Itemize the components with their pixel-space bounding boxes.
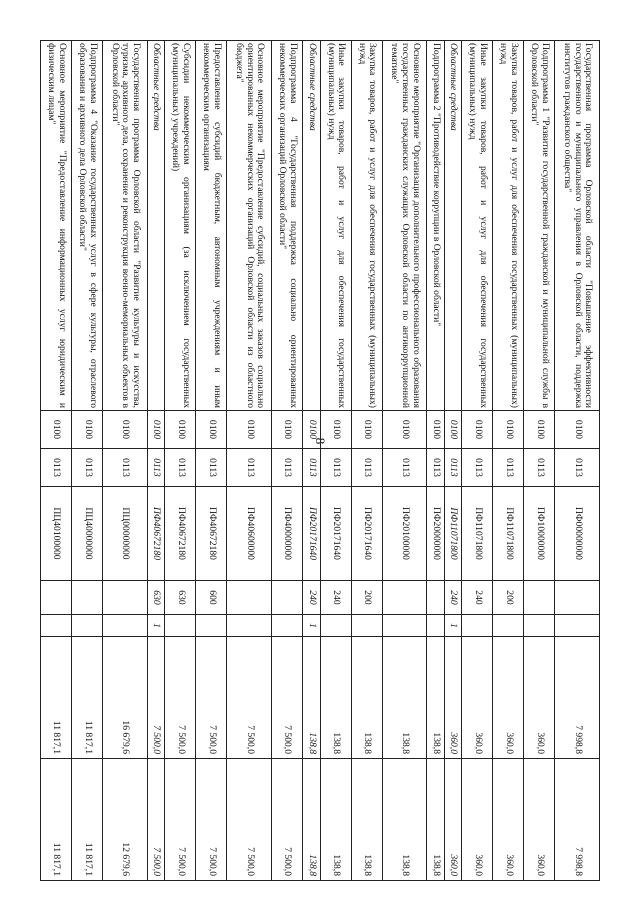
expense-type-cell: 600 xyxy=(196,581,227,615)
section-code-cell: 0100 xyxy=(103,411,148,449)
subsection-code-cell: 0113 xyxy=(320,449,351,487)
row-name-cell: Областные средства xyxy=(147,41,164,411)
row-name-cell: Закупка товаров, работ и услуг для обеспечения государственных (муниципальных) нужд xyxy=(351,41,382,411)
row-name-cell: Государственная программа Орловской области "Повышение эффективности государственного и муниципального управления в Орловской области, поддержка институтов гражданского общества" xyxy=(555,41,600,411)
row-name-cell: Основное мероприятие "Предоставление информационных услуг юридическим и физическим лицам" xyxy=(41,41,72,411)
funding-source-cell xyxy=(382,615,427,637)
amount-year1-cell: 138,8 xyxy=(351,637,382,759)
expense-type-cell: 200 xyxy=(493,581,524,615)
amount-year1-cell: 360,0 xyxy=(493,637,524,759)
amount-year2-cell: 7 500,0 xyxy=(165,759,196,881)
funding-source-cell xyxy=(72,615,103,637)
table-row xyxy=(196,41,227,881)
amount-year1-cell: 138,8 xyxy=(320,637,351,759)
amount-year1-cell: 7 998,8 xyxy=(555,637,600,759)
funding-source-cell xyxy=(196,615,227,637)
amount-year2-cell: 360,0 xyxy=(444,759,461,881)
target-article-cell: ПФ20100000 xyxy=(382,487,427,581)
amount-year1-cell: 11 817,1 xyxy=(72,637,103,759)
expense-type-cell xyxy=(272,581,303,615)
funding-source-cell: 1 xyxy=(444,615,461,637)
table-row xyxy=(462,41,493,881)
table-row xyxy=(41,41,72,881)
amount-year2-cell: 7 500,0 xyxy=(196,759,227,881)
budget-table xyxy=(40,40,600,881)
target-article-cell: ПФ40672180 xyxy=(165,487,196,581)
funding-source-cell xyxy=(462,615,493,637)
amount-year1-cell: 360,0 xyxy=(444,637,461,759)
subsection-code-cell: 0113 xyxy=(41,449,72,487)
amount-year2-cell: 7 500,0 xyxy=(227,759,272,881)
amount-year1-cell: 138,8 xyxy=(382,637,427,759)
amount-year2-cell: 138,8 xyxy=(351,759,382,881)
subsection-code-cell: 0113 xyxy=(462,449,493,487)
expense-type-cell xyxy=(103,581,148,615)
funding-source-cell xyxy=(351,615,382,637)
target-article-cell: ПФ40672180 xyxy=(147,487,164,581)
row-name-cell: Подпрограмма 1 "Развитие государственной гражданской и муниципальной службы в Орловской области" xyxy=(524,41,555,411)
amount-year2-cell: 138,8 xyxy=(382,759,427,881)
target-article-cell: ПФ11071800 xyxy=(493,487,524,581)
amount-year2-cell: 7 500,0 xyxy=(272,759,303,881)
page-number: 8 xyxy=(313,437,328,445)
row-name-cell: Областные средства xyxy=(303,41,320,411)
table-row xyxy=(165,41,196,881)
amount-year1-cell: 138,8 xyxy=(427,637,444,759)
funding-source-cell xyxy=(103,615,148,637)
subsection-code-cell: 0113 xyxy=(444,449,461,487)
amount-year1-cell: 360,0 xyxy=(462,637,493,759)
subsection-code-cell: 0113 xyxy=(303,449,320,487)
subsection-code-cell: 0113 xyxy=(227,449,272,487)
amount-year2-cell: 360,0 xyxy=(493,759,524,881)
target-article-cell: ПФ11071800 xyxy=(444,487,461,581)
amount-year1-cell: 7 500,0 xyxy=(165,637,196,759)
row-name-cell: Закупка товаров, работ и услуг для обеспечения государственных (муниципальных) нужд xyxy=(493,41,524,411)
subsection-code-cell: 0113 xyxy=(272,449,303,487)
table-row xyxy=(72,41,103,881)
expense-type-cell xyxy=(72,581,103,615)
target-article-cell: ПЦ40000000 xyxy=(72,487,103,581)
expense-type-cell: 240 xyxy=(303,581,320,615)
table-row xyxy=(444,41,461,881)
expense-type-cell: 630 xyxy=(147,581,164,615)
target-article-cell: ПФ11071800 xyxy=(462,487,493,581)
funding-source-cell xyxy=(227,615,272,637)
amount-year2-cell: 12 679,6 xyxy=(103,759,148,881)
row-name-cell: Основное мероприятие "Предоставление субсидий, социальных заказов социально ориентированных некоммерческих организаций Орловской области из областного бюджета" xyxy=(227,41,272,411)
expense-type-cell: 200 xyxy=(351,581,382,615)
row-name-cell: Подпрограмма 2 "Противодействие коррупции в Орловской области" xyxy=(427,41,444,411)
amount-year2-cell: 138,8 xyxy=(427,759,444,881)
row-name-cell: Подпрограмма 4 "Оказание государственных услуг в сфере культуры, отраслевого образования и архивного дела Орловской области" xyxy=(72,41,103,411)
funding-source-cell xyxy=(524,615,555,637)
amount-year1-cell: 11 817,1 xyxy=(41,637,72,759)
funding-source-cell xyxy=(555,615,600,637)
funding-source-cell xyxy=(493,615,524,637)
subsection-code-cell: 0113 xyxy=(165,449,196,487)
table-row xyxy=(382,41,427,881)
amount-year2-cell: 138,8 xyxy=(303,759,320,881)
expense-type-cell: 630 xyxy=(165,581,196,615)
section-code-cell: 0100 xyxy=(196,411,227,449)
row-name-cell: Предоставление субсидий бюджетным, автономным учреждениям и иным некоммерческим организациям xyxy=(196,41,227,411)
table-row xyxy=(524,41,555,881)
expense-type-cell xyxy=(524,581,555,615)
subsection-code-cell: 0113 xyxy=(103,449,148,487)
section-code-cell: 0100 xyxy=(72,411,103,449)
subsection-code-cell: 0113 xyxy=(382,449,427,487)
amount-year1-cell: 138,8 xyxy=(303,637,320,759)
section-code-cell: 0100 xyxy=(555,411,600,449)
row-name-cell: Основное мероприятие "Организация дополнительного профессионального образования государственных гражданских служащих Орловской области по антикоррупционной тематике" xyxy=(382,41,427,411)
table-row xyxy=(103,41,148,881)
expense-type-cell xyxy=(555,581,600,615)
rotated-table-area xyxy=(40,40,600,880)
table-row xyxy=(427,41,444,881)
table-row xyxy=(147,41,164,881)
target-article-cell: ПФ20171640 xyxy=(320,487,351,581)
funding-source-cell xyxy=(41,615,72,637)
section-code-cell: 0100 xyxy=(41,411,72,449)
target-article-cell: ПФ20000000 xyxy=(427,487,444,581)
table-row xyxy=(351,41,382,881)
subsection-code-cell: 0113 xyxy=(555,449,600,487)
budget-table-body xyxy=(41,41,600,881)
amount-year2-cell: 7 500,0 xyxy=(147,759,164,881)
target-article-cell: ПЦ00000000 xyxy=(103,487,148,581)
amount-year1-cell: 7 500,0 xyxy=(147,637,164,759)
section-code-cell: 0100 xyxy=(303,411,320,449)
section-code-cell: 0100 xyxy=(227,411,272,449)
row-name-cell: Государственная программа Орловской области "Развитие культуры и искусства, туризма, архивного дела, сохранение и реконструкция военно-мемориальных объектов в Орловской области" xyxy=(103,41,148,411)
target-article-cell: ПФ10000000 xyxy=(524,487,555,581)
section-code-cell: 0100 xyxy=(272,411,303,449)
section-code-cell: 0100 xyxy=(147,411,164,449)
section-code-cell: 0100 xyxy=(493,411,524,449)
amount-year1-cell: 16 679,6 xyxy=(103,637,148,759)
funding-source-cell: 1 xyxy=(303,615,320,637)
table-row xyxy=(227,41,272,881)
amount-year2-cell: 11 817,1 xyxy=(72,759,103,881)
expense-type-cell xyxy=(227,581,272,615)
funding-source-cell xyxy=(272,615,303,637)
table-row xyxy=(320,41,351,881)
budget-table-container xyxy=(40,40,600,880)
section-code-cell: 0100 xyxy=(351,411,382,449)
row-name-cell: Иные закупки товаров, работ и услуг для обеспечения государственных (муниципальных) нужд xyxy=(462,41,493,411)
table-row xyxy=(303,41,320,881)
funding-source-cell: 1 xyxy=(147,615,164,637)
amount-year1-cell: 7 500,0 xyxy=(196,637,227,759)
row-name-cell: Областные средства xyxy=(444,41,461,411)
expense-type-cell xyxy=(382,581,427,615)
section-code-cell: 0100 xyxy=(524,411,555,449)
amount-year2-cell: 7 998,8 xyxy=(555,759,600,881)
target-article-cell: ПФ40672180 xyxy=(196,487,227,581)
funding-source-cell xyxy=(320,615,351,637)
row-name-cell: Подпрограмма 4 "Государственная поддержка социально ориентированных некоммерческих организаций Орловской области" xyxy=(272,41,303,411)
subsection-code-cell: 0113 xyxy=(427,449,444,487)
row-name-cell: Субсидии некоммерческим организациям (за исключением государственных (муниципальных) учреждений) xyxy=(165,41,196,411)
target-article-cell: ПФ40000000 xyxy=(272,487,303,581)
section-code-cell: 0100 xyxy=(382,411,427,449)
section-code-cell: 0100 xyxy=(462,411,493,449)
subsection-code-cell: 0113 xyxy=(72,449,103,487)
subsection-code-cell: 0113 xyxy=(351,449,382,487)
amount-year2-cell: 11 817,1 xyxy=(41,759,72,881)
table-row xyxy=(555,41,600,881)
target-article-cell: ПФ20171640 xyxy=(351,487,382,581)
section-code-cell: 0100 xyxy=(444,411,461,449)
amount-year1-cell: 360,0 xyxy=(524,637,555,759)
subsection-code-cell: 0113 xyxy=(493,449,524,487)
subsection-code-cell: 0113 xyxy=(196,449,227,487)
expense-type-cell: 240 xyxy=(320,581,351,615)
subsection-code-cell: 0113 xyxy=(524,449,555,487)
expense-type-cell xyxy=(41,581,72,615)
amount-year2-cell: 360,0 xyxy=(462,759,493,881)
target-article-cell: ПЦ40100000 xyxy=(41,487,72,581)
amount-year1-cell: 7 500,0 xyxy=(227,637,272,759)
amount-year2-cell: 360,0 xyxy=(524,759,555,881)
section-code-cell: 0100 xyxy=(427,411,444,449)
amount-year1-cell: 7 500,0 xyxy=(272,637,303,759)
target-article-cell: ПФ00000000 xyxy=(555,487,600,581)
amount-year2-cell: 138,8 xyxy=(320,759,351,881)
target-article-cell: ПФ40600000 xyxy=(227,487,272,581)
expense-type-cell: 240 xyxy=(462,581,493,615)
row-name-cell: Иные закупки товаров, работ и услуг для обеспечения государственных (муниципальных) нужд xyxy=(320,41,351,411)
funding-source-cell xyxy=(427,615,444,637)
expense-type-cell xyxy=(427,581,444,615)
table-row xyxy=(272,41,303,881)
funding-source-cell xyxy=(165,615,196,637)
table-row xyxy=(493,41,524,881)
expense-type-cell: 240 xyxy=(444,581,461,615)
section-code-cell: 0100 xyxy=(320,411,351,449)
subsection-code-cell: 0113 xyxy=(147,449,164,487)
target-article-cell: ПФ20171640 xyxy=(303,487,320,581)
section-code-cell: 0100 xyxy=(165,411,196,449)
